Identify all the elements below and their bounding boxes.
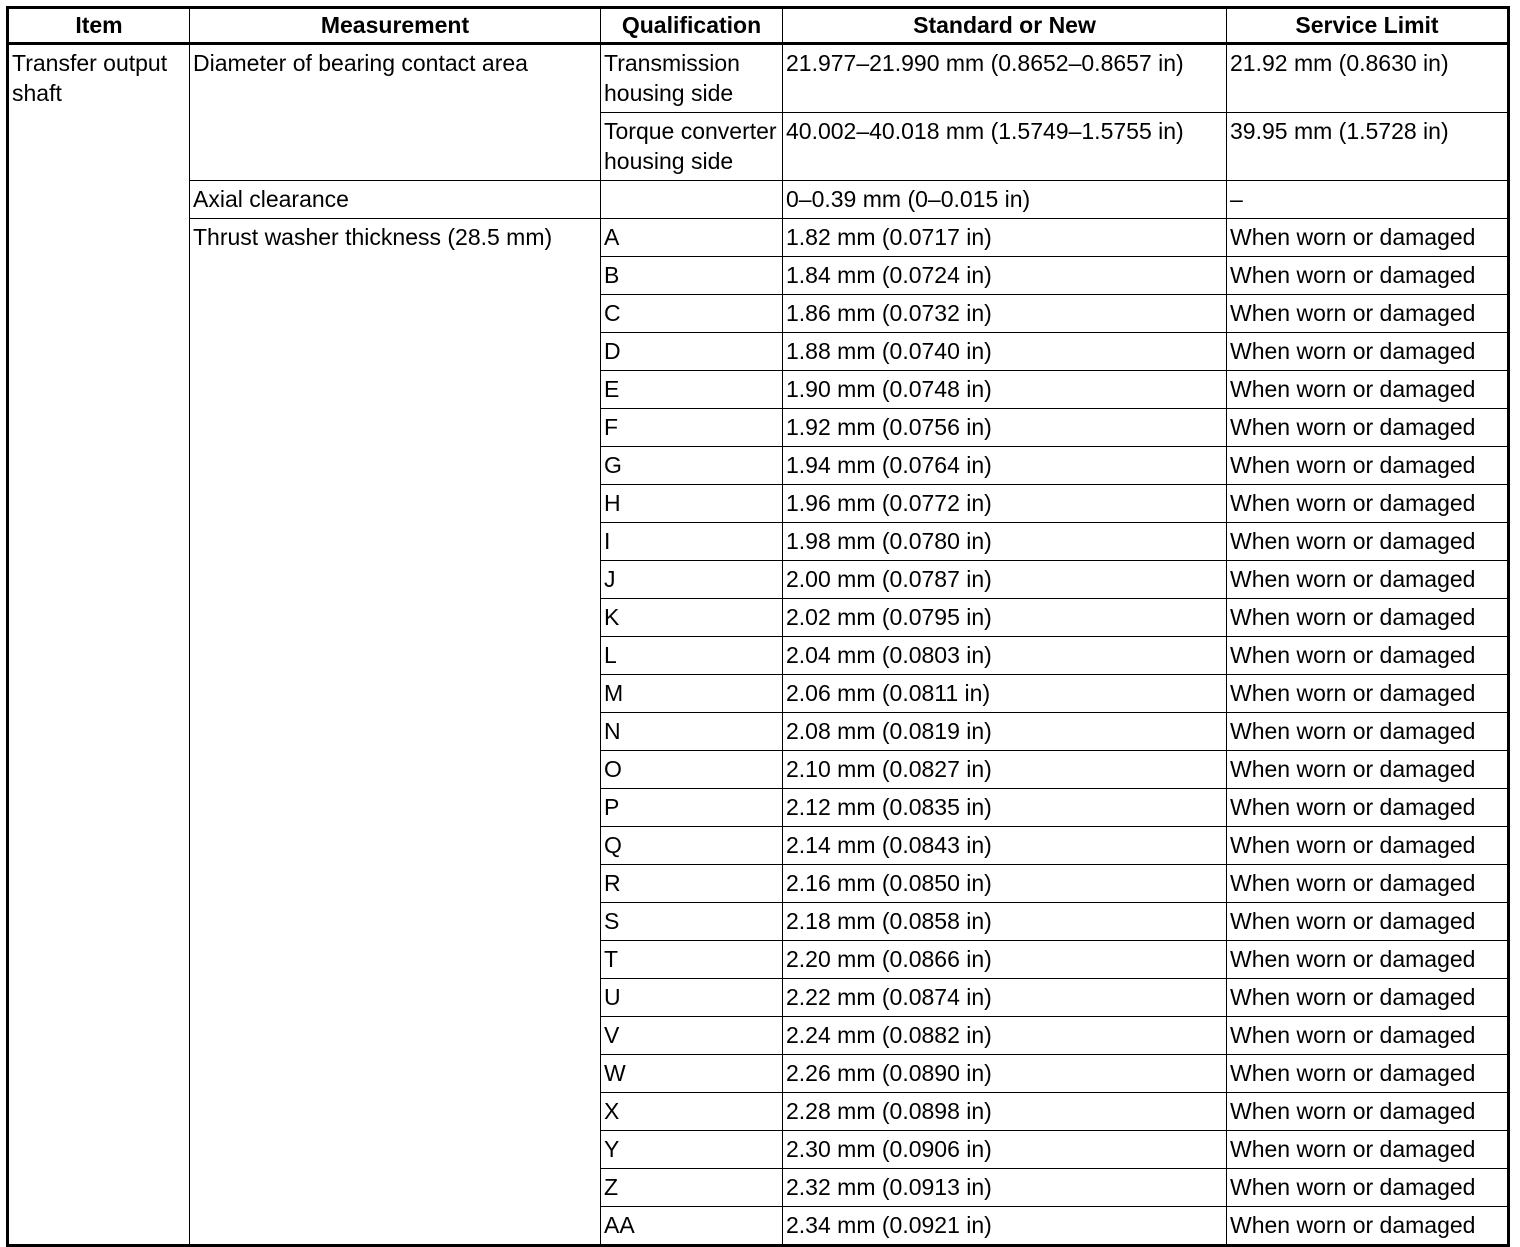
service-limit-cell: When worn or damaged	[1227, 1093, 1509, 1131]
service-limit-cell: When worn or damaged	[1227, 1207, 1509, 1246]
service-limit-cell: When worn or damaged	[1227, 713, 1509, 751]
standard-cell: 1.82 mm (0.0717 in)	[783, 219, 1227, 257]
standard-cell: 2.26 mm (0.0890 in)	[783, 1055, 1227, 1093]
qualification-cell: A	[601, 219, 783, 257]
service-limit-cell: When worn or damaged	[1227, 1131, 1509, 1169]
service-limit-cell: When worn or damaged	[1227, 219, 1509, 257]
service-limit-cell: When worn or damaged	[1227, 637, 1509, 675]
standard-cell: 2.20 mm (0.0866 in)	[783, 941, 1227, 979]
qualification-cell: T	[601, 941, 783, 979]
qualification-cell: M	[601, 675, 783, 713]
standard-cell: 2.12 mm (0.0835 in)	[783, 789, 1227, 827]
table-row	[8, 44, 1509, 113]
service-limit-cell: When worn or damaged	[1227, 409, 1509, 447]
qualification-cell: X	[601, 1093, 783, 1131]
standard-cell: 2.14 mm (0.0843 in)	[783, 827, 1227, 865]
service-limit-cell: When worn or damaged	[1227, 485, 1509, 523]
header-row	[8, 8, 1509, 44]
standard-cell: 21.977–21.990 mm (0.8652–0.8657 in)	[783, 44, 1227, 113]
standard-cell: 2.04 mm (0.0803 in)	[783, 637, 1227, 675]
standard-cell: 1.92 mm (0.0756 in)	[783, 409, 1227, 447]
standard-cell: 2.18 mm (0.0858 in)	[783, 903, 1227, 941]
service-limit-cell: When worn or damaged	[1227, 751, 1509, 789]
qualification-cell: F	[601, 409, 783, 447]
service-limit-cell: 39.95 mm (1.5728 in)	[1227, 113, 1509, 181]
header-measurement: Measurement	[190, 8, 601, 44]
standard-cell: 0–0.39 mm (0–0.015 in)	[783, 181, 1227, 219]
service-limit-cell: When worn or damaged	[1227, 561, 1509, 599]
measurement-cell: Thrust washer thickness (28.5 mm)	[190, 219, 601, 1246]
standard-cell: 2.30 mm (0.0906 in)	[783, 1131, 1227, 1169]
service-limit-cell: When worn or damaged	[1227, 599, 1509, 637]
service-limit-cell: When worn or damaged	[1227, 295, 1509, 333]
qualification-cell: S	[601, 903, 783, 941]
item-cell: Transfer output shaft	[8, 44, 190, 1246]
service-limit-cell: When worn or damaged	[1227, 675, 1509, 713]
service-limit-cell: When worn or damaged	[1227, 827, 1509, 865]
qualification-cell: V	[601, 1017, 783, 1055]
service-limit-cell: 21.92 mm (0.8630 in)	[1227, 44, 1509, 113]
header-item: Item	[8, 8, 190, 44]
qualification-cell: R	[601, 865, 783, 903]
qualification-cell: Y	[601, 1131, 783, 1169]
service-limit-cell: When worn or damaged	[1227, 257, 1509, 295]
standard-cell: 2.02 mm (0.0795 in)	[783, 599, 1227, 637]
standard-cell: 2.16 mm (0.0850 in)	[783, 865, 1227, 903]
service-limit-cell: When worn or damaged	[1227, 903, 1509, 941]
qualification-cell: B	[601, 257, 783, 295]
qualification-cell: U	[601, 979, 783, 1017]
service-limit-cell: When worn or damaged	[1227, 1169, 1509, 1207]
service-limit-cell: When worn or damaged	[1227, 865, 1509, 903]
service-limit-cell: When worn or damaged	[1227, 333, 1509, 371]
header-service-limit: Service Limit	[1227, 8, 1509, 44]
service-limit-cell: When worn or damaged	[1227, 979, 1509, 1017]
qualification-cell: AA	[601, 1207, 783, 1246]
qualification-cell: Torque converter housing side	[601, 113, 783, 181]
qualification-cell: J	[601, 561, 783, 599]
standard-cell: 2.24 mm (0.0882 in)	[783, 1017, 1227, 1055]
qualification-cell: Q	[601, 827, 783, 865]
header-standard: Standard or New	[783, 8, 1227, 44]
standard-cell: 1.98 mm (0.0780 in)	[783, 523, 1227, 561]
qualification-cell: N	[601, 713, 783, 751]
measurement-cell: Axial clearance	[190, 181, 601, 219]
qualification-cell: K	[601, 599, 783, 637]
service-limit-cell: When worn or damaged	[1227, 447, 1509, 485]
table-body	[8, 44, 1509, 1246]
standard-cell: 1.90 mm (0.0748 in)	[783, 371, 1227, 409]
service-limit-cell: When worn or damaged	[1227, 941, 1509, 979]
qualification-cell: Z	[601, 1169, 783, 1207]
standard-cell: 2.08 mm (0.0819 in)	[783, 713, 1227, 751]
service-limit-cell: When worn or damaged	[1227, 1055, 1509, 1093]
service-limit-cell: When worn or damaged	[1227, 1017, 1509, 1055]
standard-cell: 2.22 mm (0.0874 in)	[783, 979, 1227, 1017]
service-limit-cell: When worn or damaged	[1227, 371, 1509, 409]
standard-cell: 1.88 mm (0.0740 in)	[783, 333, 1227, 371]
standard-cell: 2.34 mm (0.0921 in)	[783, 1207, 1227, 1246]
qualification-cell: C	[601, 295, 783, 333]
service-limit-cell: When worn or damaged	[1227, 789, 1509, 827]
standard-cell: 2.28 mm (0.0898 in)	[783, 1093, 1227, 1131]
header-qualification: Qualification	[601, 8, 783, 44]
standard-cell: 2.00 mm (0.0787 in)	[783, 561, 1227, 599]
standard-cell: 2.32 mm (0.0913 in)	[783, 1169, 1227, 1207]
standard-cell: 1.84 mm (0.0724 in)	[783, 257, 1227, 295]
measurement-cell: Diameter of bearing contact area	[190, 44, 601, 181]
qualification-cell: G	[601, 447, 783, 485]
qualification-cell: I	[601, 523, 783, 561]
service-limit-cell: –	[1227, 181, 1509, 219]
qualification-cell: O	[601, 751, 783, 789]
service-limit-cell: When worn or damaged	[1227, 523, 1509, 561]
qualification-cell: P	[601, 789, 783, 827]
standard-cell: 40.002–40.018 mm (1.5749–1.5755 in)	[783, 113, 1227, 181]
qualification-cell: W	[601, 1055, 783, 1093]
standard-cell: 2.06 mm (0.0811 in)	[783, 675, 1227, 713]
qualification-cell: L	[601, 637, 783, 675]
standard-cell: 1.94 mm (0.0764 in)	[783, 447, 1227, 485]
qualification-cell: H	[601, 485, 783, 523]
standard-cell: 2.10 mm (0.0827 in)	[783, 751, 1227, 789]
spec-table	[6, 6, 1510, 1247]
table-row	[8, 181, 1509, 219]
standard-cell: 1.96 mm (0.0772 in)	[783, 485, 1227, 523]
qualification-cell: E	[601, 371, 783, 409]
qualification-cell: Transmission housing side	[601, 44, 783, 113]
standard-cell: 1.86 mm (0.0732 in)	[783, 295, 1227, 333]
qualification-cell: D	[601, 333, 783, 371]
table-row	[8, 219, 1509, 257]
qualification-cell	[601, 181, 783, 219]
